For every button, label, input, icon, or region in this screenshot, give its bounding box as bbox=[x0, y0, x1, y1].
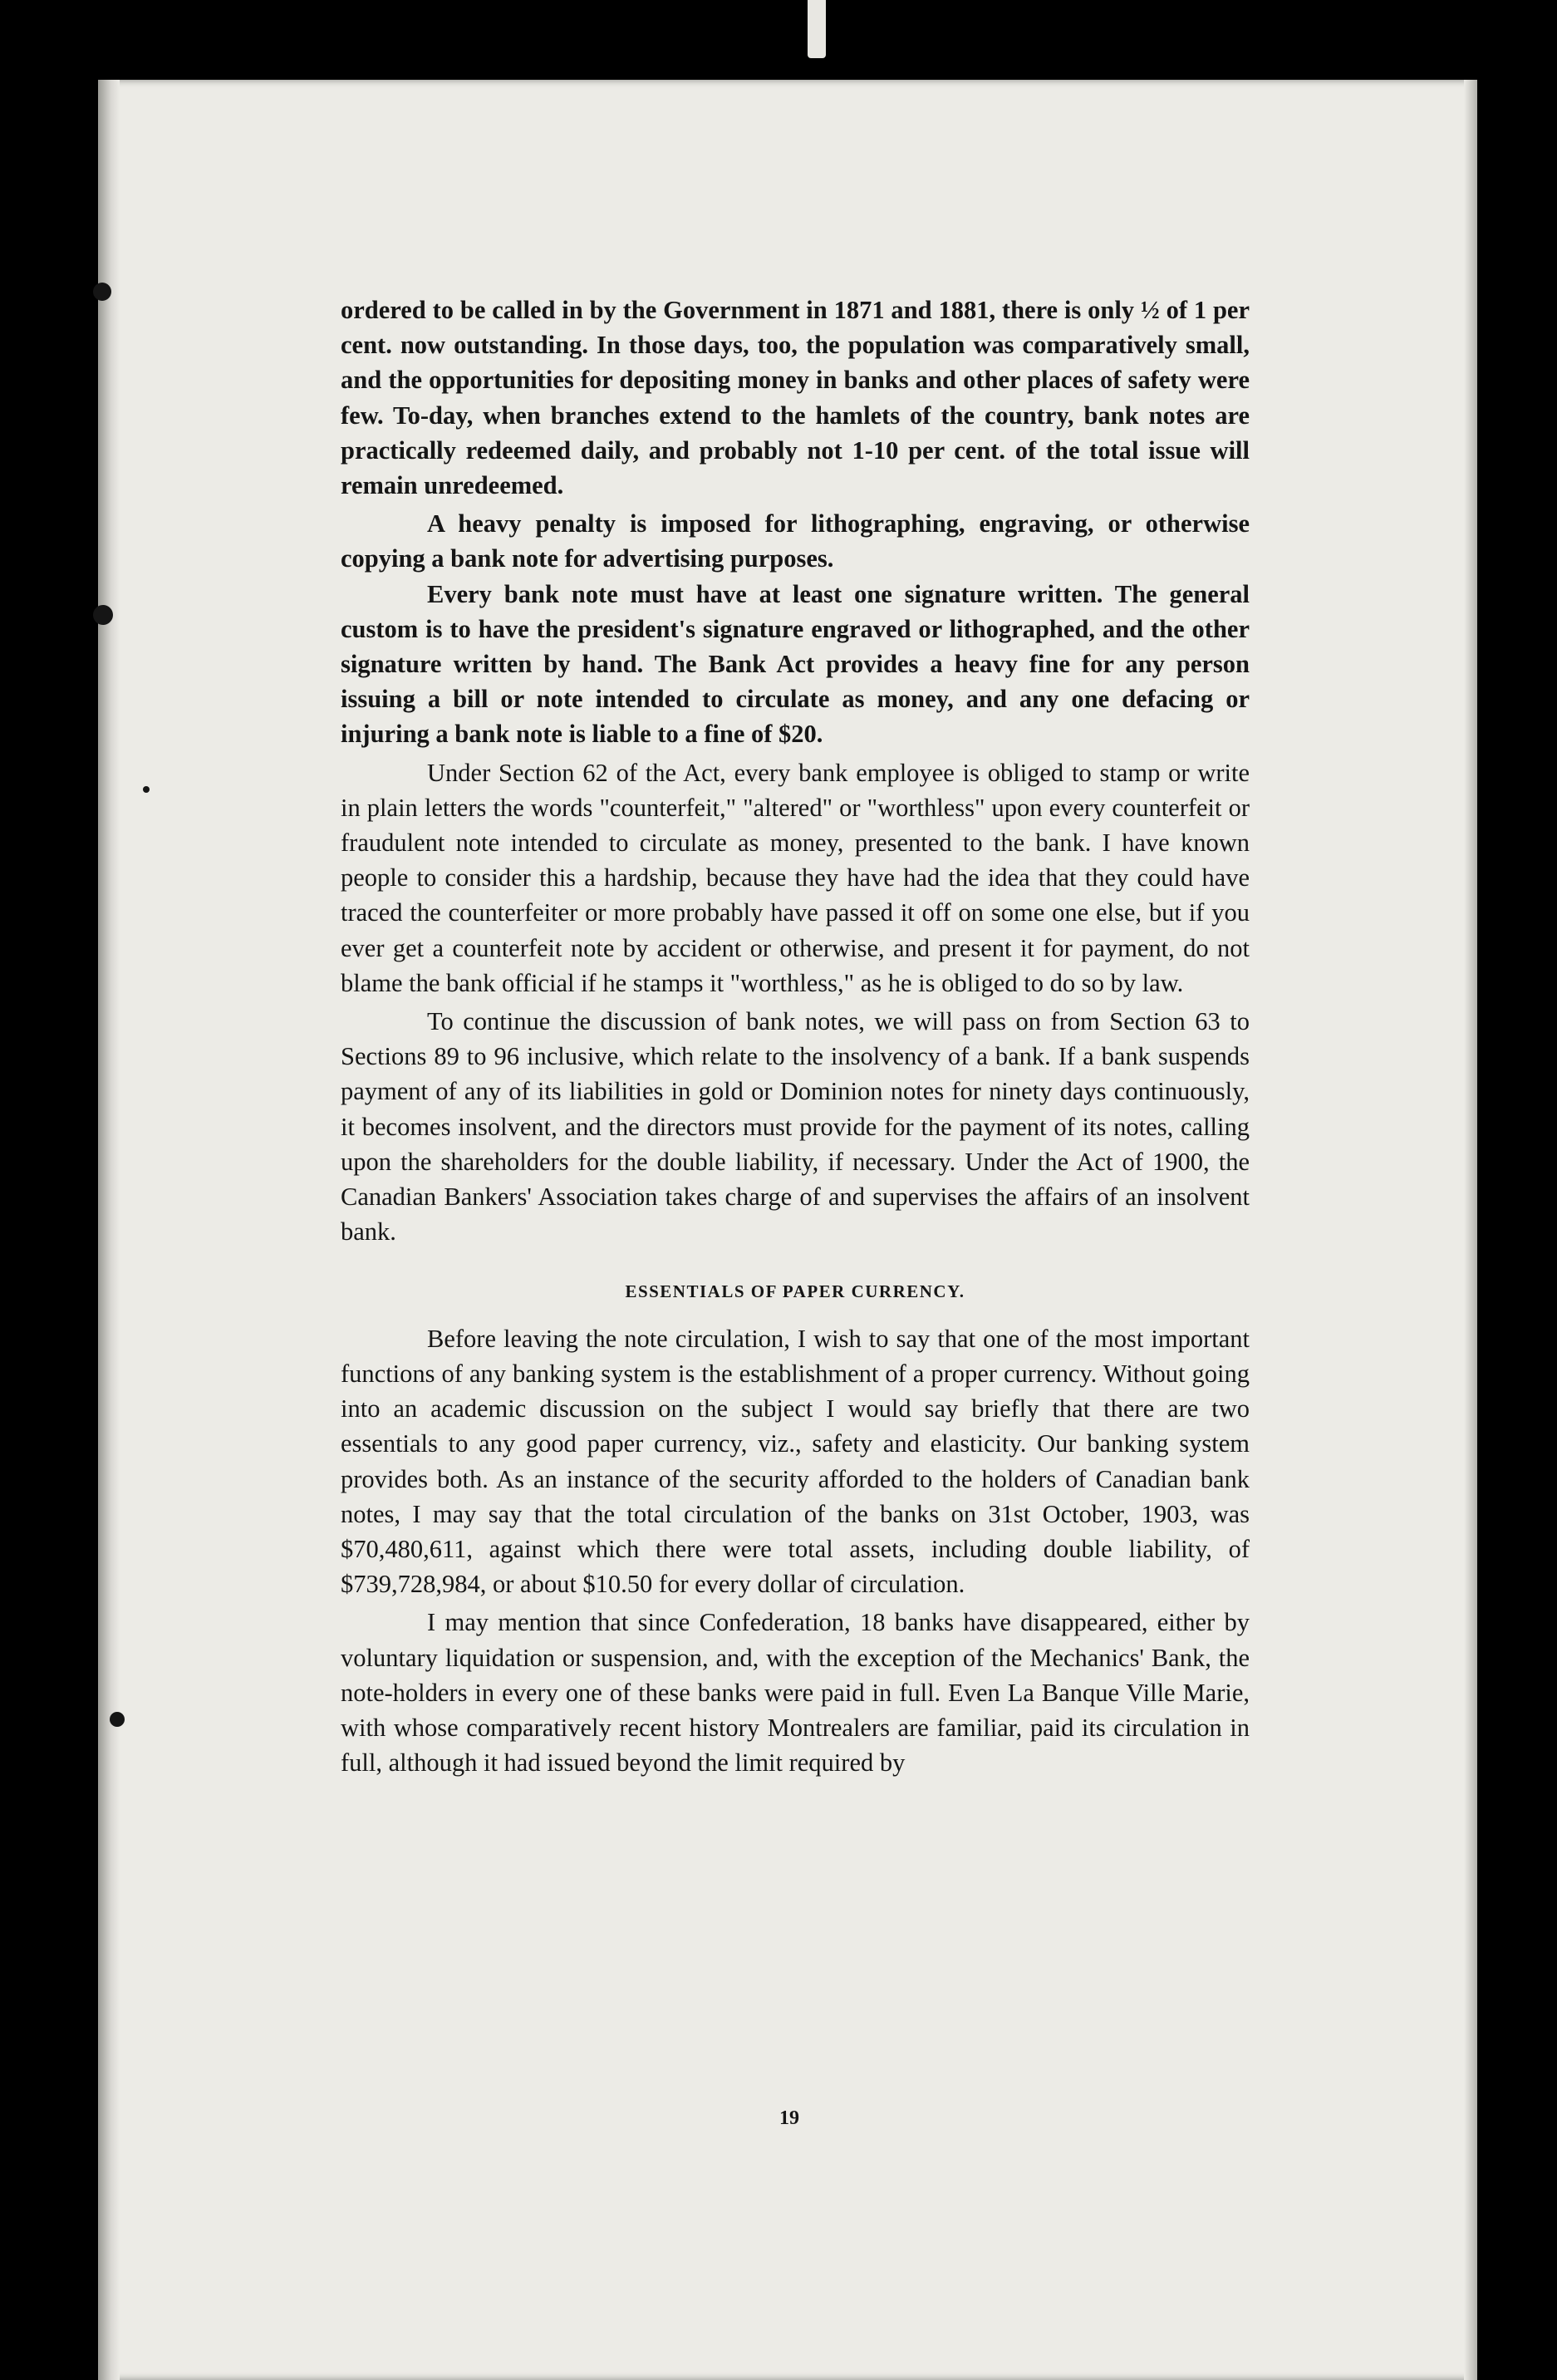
paragraph: A heavy penalty is imposed for lithographing, engraving, or otherwise copying a bank note for advertising purposes. bbox=[341, 509, 1250, 573]
paragraph: I may mention that since Confederation, 18 banks have disappeared, either by voluntary liquidation or suspension, and, with the exception of the Mechanics' Bank, the note-holders in every one of these banks were paid in full. Even La Banque Ville Marie, with whose comparatively recent history Montrealers are familiar, paid its circulation in full, although it had issued beyond the limit required by bbox=[341, 1608, 1250, 1778]
margin-mark bbox=[110, 1712, 125, 1727]
top-tab bbox=[808, 0, 826, 58]
paragraph: Under Section 62 of the Act, every bank employee is obliged to stamp or write in plain letters the words "counterfeit," "altered" or "worthless" upon every counterfeit or fraudulent note intended to circulate as money, presented to the bank. I have known people to consider this a hardship, because they have had the idea that they could have traced the counterfeiter or more probably have passed it off on some one else, but if you ever get a counterfeit note by accident or otherwise, and present it for payment, do not blame the bank official if he stamps it "worthless," as he is obliged to do so by law. bbox=[341, 758, 1250, 997]
paragraph: Every bank note must have at least one signature written. The general custom is to have the president's signature engraved or lithographed, and the other signature written by hand. The Bank Act provides a heavy fine for any person issuing a bill or note intended to circulate as money, and any one defacing or injuring a bank note is liable to a fine of $20. bbox=[341, 579, 1250, 749]
page-edge bbox=[1464, 80, 1477, 2380]
article-text bbox=[341, 293, 1250, 1780]
margin-mark bbox=[143, 786, 150, 793]
paragraph: ordered to be called in by the Government in 1871 and 1881, there is only ½ of 1 per cent. now outstanding. In those days, too, the population was comparatively small, and the opportunities for depositing money in banks and other places of safety were few. To-day, when branches extend to the hamlets of the country, bank notes are practically redeemed daily, and probably not 1-10 per cent. of the total issue will remain unredeemed. bbox=[341, 296, 1250, 500]
margin-mark bbox=[93, 605, 113, 625]
paragraph: Before leaving the note circulation, I wish to say that one of the most important functions of any banking system is the establishment of a proper currency. Without going into an academic discussion on the subject I would say briefly that there are two essentials to any good paper currency, viz., safety and elasticity. Our banking system provides both. As an instance of the security afforded to the holders of Canadian bank notes, I may say that the total circulation of the banks on 31st October, 1903, was $70,480,611, against which there were total assets, including double liability, of $739,728,984, or about $10.50 for every dollar of circulation. bbox=[341, 1324, 1250, 1599]
paragraph: To continue the discussion of bank notes, we will pass on from Section 63 to Sections 89 to 96 inclusive, which relate to the insolvency of a bank. If a bank suspends payment of any of its liabilities in gold or Dominion notes for ninety days continuously, it becomes insolvent, and the directors must provide for the payment of its notes, calling upon the shareholders for the double liability, if necessary. Under the Act of 1900, the Canadian Bankers' Association takes charge of and supervises the affairs of an insolvent bank. bbox=[341, 1007, 1250, 1247]
section-heading: ESSENTIALS OF PAPER CURRENCY. bbox=[625, 1281, 965, 1302]
margin-mark bbox=[93, 283, 111, 301]
page-number: 19 bbox=[779, 2107, 799, 2129]
